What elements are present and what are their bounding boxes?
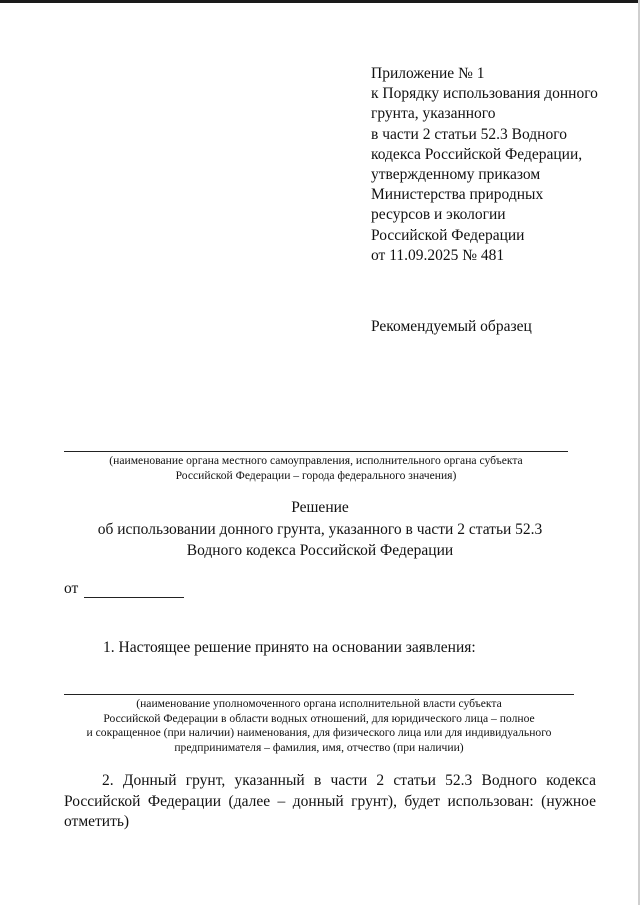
- document-title: Решение: [291, 499, 349, 516]
- applicant-name-line: [64, 694, 574, 695]
- applicant-caption-line: (наименование уполномоченного органа исполнительной власти субъекта: [136, 697, 502, 710]
- applicant-caption: [64, 697, 574, 755]
- applicant-caption-line: и сокращенное (при наличии) наименования, для физического лица или для индивидуального: [86, 726, 552, 740]
- document-subtitle-line: об использовании донного грунта, указанного в части 2 статьи 52.3: [97, 521, 543, 538]
- date-label: от: [64, 580, 79, 597]
- appendix-line: в части 2 статьи 52.3 Водного: [371, 125, 567, 143]
- appendix-line: Приложение № 1: [371, 65, 485, 82]
- page-top-edge: [0, 0, 640, 3]
- appendix-line: к Порядку использования донного: [371, 85, 598, 103]
- appendix-line: кодекса Российской Федерации,: [371, 145, 583, 163]
- appendix-block: [371, 64, 631, 266]
- appendix-line: от 11.09.2025 № 481: [371, 246, 505, 264]
- sample-label: Рекомендуемый образец: [371, 318, 532, 335]
- appendix-line: ресурсов и экологии: [371, 206, 506, 224]
- authority-name-line: [64, 451, 568, 452]
- date-field: [64, 580, 184, 598]
- appendix-line: утвержденному приказом: [371, 166, 541, 184]
- authority-caption-line: Российской Федерации – города федерального значения): [175, 468, 457, 482]
- appendix-line: Российской Федерации: [371, 226, 525, 244]
- authority-caption: [64, 454, 568, 483]
- document-subtitle-line: Водного кодекса Российской Федерации: [186, 542, 454, 559]
- date-blank-line: [84, 583, 184, 598]
- paragraph-2-line: отметить): [64, 813, 130, 830]
- applicant-caption-line: предпринимателя – фамилия, имя, отчество (при наличии): [174, 740, 464, 754]
- paragraph-1: 1. Настоящее решение принято на основании заявления:: [103, 639, 476, 656]
- paragraph-2-line: Российской Федерации (далее – донный грунт), будет использован: (нужное: [64, 792, 596, 810]
- applicant-caption-line: Российской Федерации в области водных отношений, для юридического лица – полное: [103, 711, 535, 725]
- appendix-line: грунта, указанного: [371, 105, 496, 123]
- paragraph-2-line: 2. Донный грунт, указанный в части 2 статьи 52.3 Водного кодекса: [102, 772, 596, 789]
- authority-caption-line: (наименование органа местного самоуправления, исполнительного органа субъекта: [109, 454, 523, 467]
- paragraph-2: [64, 771, 596, 833]
- appendix-line: Министерства природных: [371, 186, 544, 204]
